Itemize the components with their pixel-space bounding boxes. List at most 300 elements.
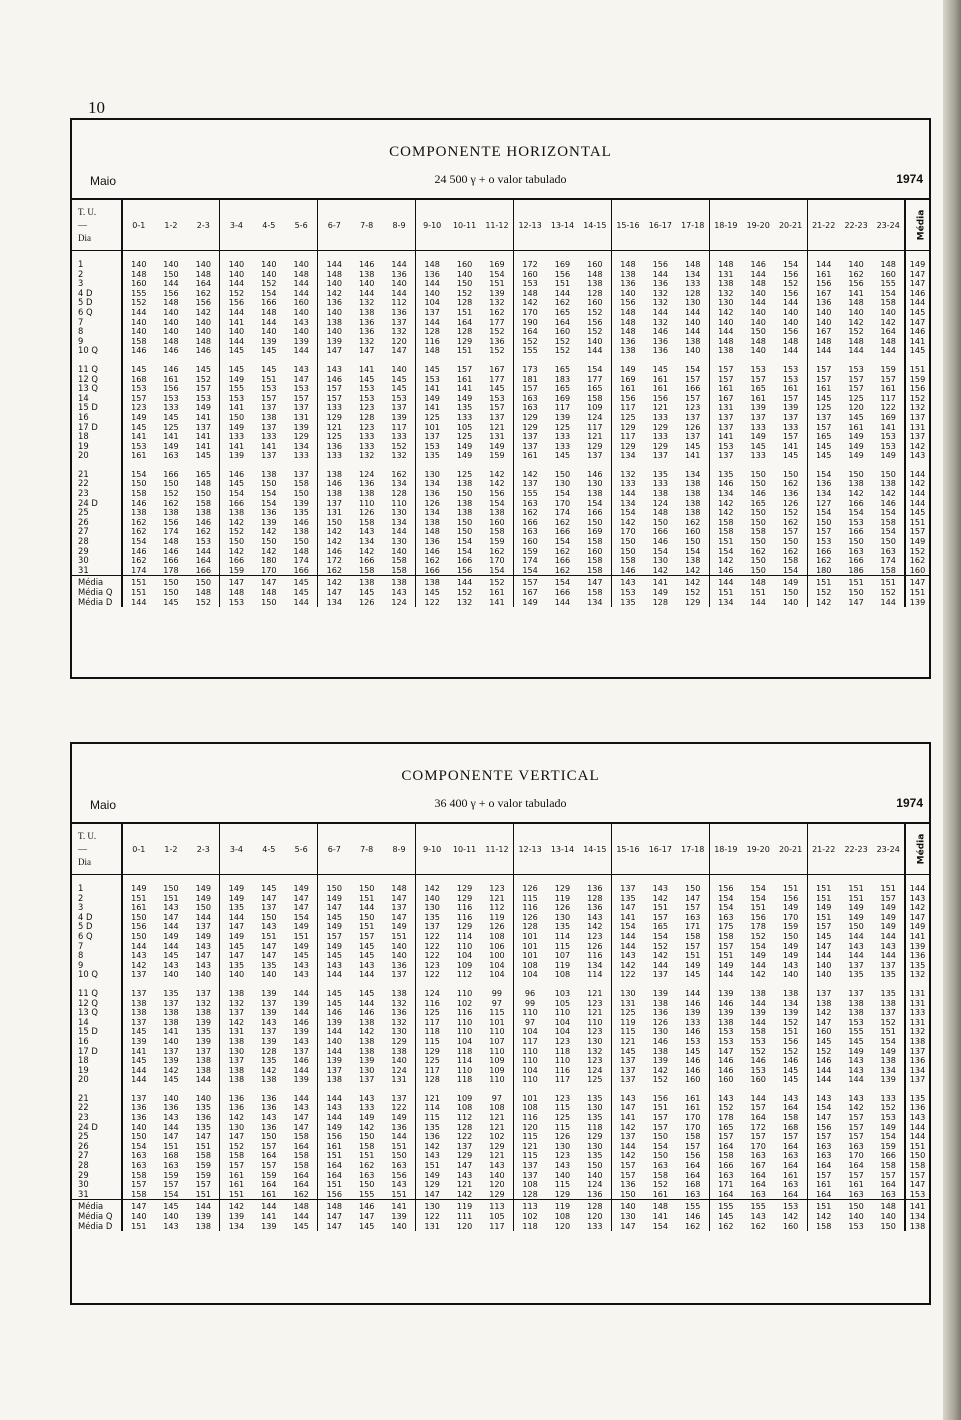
value-cell: 137 (122, 970, 155, 980)
value-cell: 139 (652, 1055, 669, 1066)
value-cell: 145 (652, 363, 669, 374)
value-cell: 166 (220, 556, 253, 566)
overall-mean-cell: 134 (905, 1212, 929, 1222)
value-cell: 148 (293, 268, 309, 279)
value-cell: 138 (163, 1007, 179, 1018)
value-cell: 139 (293, 421, 309, 432)
value-cell: 146 (709, 566, 742, 576)
value-cell: 142 (611, 1151, 644, 1161)
value-cell: 169 (554, 259, 571, 269)
day-label: 20 (78, 450, 89, 461)
daily-mean-cell: 144 (905, 461, 929, 480)
column-header-row (72, 824, 929, 875)
value-cell: 146 (122, 346, 155, 356)
value-cell: 141 (416, 384, 449, 394)
value-cell: 157 (261, 1160, 277, 1171)
value-cell: 140 (391, 278, 407, 289)
daily-mean-cell: 142 (905, 479, 929, 489)
page-number: 10 (88, 98, 105, 117)
value-cell: 165 (195, 468, 212, 479)
value-cell: 164 (750, 1179, 766, 1190)
value-cell: 140 (391, 950, 407, 961)
value-cell: 140 (318, 308, 351, 318)
value-cell: 154 (261, 287, 277, 298)
value-cell: 161 (782, 383, 799, 394)
value-cell: 136 (652, 345, 669, 356)
value-cell: 130 (684, 297, 701, 308)
value-cell: 121 (652, 402, 669, 413)
value-cell: 156 (652, 1092, 669, 1103)
tu-dia-header (72, 200, 122, 251)
value-cell: 161 (652, 373, 669, 384)
value-cell: 135 (848, 969, 864, 980)
value-cell: 139 (195, 1035, 212, 1046)
value-cell: 144 (358, 902, 375, 913)
day-label: 24 D (78, 1121, 98, 1132)
value-cell: 115 (554, 1102, 571, 1113)
value-cell: 150 (163, 883, 179, 893)
daily-mean-cell: 142 (905, 442, 929, 452)
day-label: 21 (78, 1092, 89, 1103)
mean-label: Média D (78, 1220, 113, 1231)
value-cell: 139 (122, 1037, 155, 1047)
value-cell: 135 (195, 1026, 212, 1037)
value-cell: 160 (554, 326, 571, 337)
mean-value-cell: 138 (350, 576, 383, 588)
value-cell: 134 (880, 1064, 896, 1075)
value-cell: 151 (848, 883, 864, 893)
mean-value-cell: 119 (448, 1200, 481, 1212)
table-row (72, 461, 929, 480)
value-cell: 140 (318, 327, 351, 337)
value-cell: 137 (416, 308, 449, 318)
value-cell: 166 (880, 1150, 896, 1161)
value-cell: 161 (848, 1179, 864, 1190)
value-cell: 163 (684, 911, 701, 922)
mean-value-cell: 147 (318, 1212, 351, 1222)
value-cell: 142 (163, 1064, 179, 1075)
value-cell: 170 (489, 555, 505, 566)
value-cell: 118 (456, 1074, 473, 1085)
value-cell: 152 (220, 1142, 253, 1152)
value-cell: 108 (514, 1180, 547, 1190)
value-cell: 112 (456, 1112, 473, 1123)
value-cell: 108 (554, 969, 571, 980)
value-cell: 167 (750, 1160, 766, 1171)
value-cell: 162 (318, 566, 351, 576)
value-cell: 158 (880, 297, 896, 308)
value-cell: 157 (652, 1121, 669, 1132)
hourly-values-table (72, 200, 929, 607)
value-cell: 156 (807, 279, 840, 289)
value-cell: 139 (195, 1016, 212, 1027)
value-cell: 129 (489, 1140, 505, 1151)
mean-value-cell: 141 (652, 1211, 669, 1221)
value-cell: 121 (587, 431, 603, 442)
value-cell: 174 (122, 566, 155, 576)
mean-value-cell: 152 (195, 596, 212, 607)
value-cell: 158 (220, 1151, 253, 1161)
value-cell: 137 (163, 1045, 179, 1056)
hour-column-header: 11-12 (481, 824, 514, 875)
value-cell: 150 (122, 1132, 155, 1142)
value-cell: 144 (293, 1064, 309, 1075)
value-cell: 123 (358, 402, 375, 413)
value-cell: 143 (554, 1160, 571, 1171)
value-cell: 151 (807, 913, 840, 923)
value-cell: 160 (587, 545, 603, 556)
value-cell: 126 (514, 913, 547, 923)
value-cell: 163 (709, 1171, 742, 1181)
value-cell: 146 (652, 326, 669, 337)
value-cell: 144 (848, 930, 864, 941)
value-cell: 133 (611, 479, 644, 489)
value-cell: 145 (391, 383, 407, 394)
value-cell: 143 (261, 1112, 277, 1123)
value-cell: 118 (416, 1027, 449, 1037)
value-cell: 156 (611, 394, 644, 404)
mean-value-cell: 119 (546, 1200, 579, 1212)
value-cell: 129 (554, 883, 571, 893)
value-cell: 123 (587, 997, 603, 1008)
value-cell: 174 (554, 507, 571, 518)
value-cell: 149 (456, 450, 473, 461)
value-cell: 143 (489, 1160, 505, 1171)
value-cell: 136 (391, 268, 407, 279)
value-cell: 130 (416, 903, 449, 913)
value-cell: 170 (782, 911, 799, 922)
mean-value-cell: 118 (514, 1222, 547, 1232)
value-cell: 159 (261, 1169, 277, 1180)
value-cell: 115 (554, 1179, 571, 1190)
value-cell: 144 (611, 932, 644, 942)
daily-mean-cell: 144 (905, 489, 929, 499)
mean-value-cell: 151 (872, 576, 905, 588)
value-cell: 129 (587, 1131, 603, 1142)
value-cell: 107 (554, 950, 571, 961)
value-cell: 137 (220, 1056, 253, 1066)
value-cell: 144 (750, 1092, 766, 1103)
value-cell: 157 (611, 1161, 644, 1171)
mean-value-cell: 108 (554, 1211, 571, 1221)
day-label: 19 (78, 440, 89, 451)
value-cell: 144 (391, 287, 407, 298)
value-cell: 140 (391, 545, 407, 556)
value-cell: 149 (456, 392, 473, 403)
value-cell: 144 (807, 1075, 840, 1085)
daily-mean-cell: 132 (905, 1027, 929, 1037)
value-cell: 156 (587, 316, 603, 327)
daily-mean-cell: 157 (905, 1171, 929, 1181)
mean-value-cell: 148 (261, 587, 277, 597)
value-cell: 152 (782, 1045, 799, 1056)
mean-value-cell: 140 (880, 1211, 896, 1221)
value-cell: 132 (358, 297, 375, 308)
value-cell: 140 (684, 316, 701, 327)
value-cell: 142 (709, 508, 742, 518)
value-cell: 144 (391, 259, 407, 269)
value-cell: 140 (220, 251, 253, 270)
value-cell: 140 (587, 335, 603, 346)
value-cell: 140 (456, 268, 473, 279)
day-label: 18 (78, 1055, 89, 1066)
value-cell: 174 (880, 555, 896, 566)
value-cell: 141 (848, 287, 864, 298)
value-cell: 115 (554, 1121, 571, 1132)
mean-value-cell: 135 (611, 598, 644, 608)
mean-value-cell: 153 (611, 588, 644, 598)
value-cell: 151 (195, 1188, 212, 1199)
value-cell: 157 (750, 373, 766, 384)
value-cell: 136 (391, 1121, 407, 1132)
value-cell: 136 (195, 1112, 212, 1123)
value-cell: 138 (652, 997, 669, 1008)
value-cell: 139 (652, 987, 669, 998)
day-label: 9 (78, 959, 84, 970)
value-cell: 141 (709, 432, 742, 442)
value-cell: 144 (880, 950, 896, 961)
value-cell: 150 (750, 326, 766, 337)
day-label: 16 (78, 1035, 89, 1046)
value-cell: 149 (880, 911, 896, 922)
value-cell: 148 (416, 346, 449, 356)
value-cell: 142 (514, 298, 547, 308)
daily-mean-cell: 147 (905, 318, 929, 328)
value-cell: 140 (293, 326, 309, 337)
value-cell: 160 (122, 279, 155, 289)
value-cell: 152 (587, 306, 603, 317)
value-cell: 160 (880, 268, 896, 279)
value-cell: 153 (848, 1016, 864, 1027)
daily-mean-cell: 136 (905, 951, 929, 961)
value-cell: 145 (489, 383, 505, 394)
value-cell: 139 (261, 987, 277, 998)
value-cell: 146 (293, 516, 309, 527)
hour-column-header: 16-17 (644, 200, 677, 251)
value-cell: 162 (782, 516, 799, 527)
daily-mean-cell: 151 (905, 356, 929, 375)
value-cell: 149 (318, 1123, 351, 1133)
value-cell: 139 (293, 1026, 309, 1037)
value-cell: 144 (416, 318, 449, 328)
value-cell: 163 (848, 545, 864, 556)
value-cell: 130 (358, 1064, 375, 1075)
value-cell: 136 (318, 298, 351, 308)
value-cell: 101 (514, 942, 547, 952)
value-cell: 142 (514, 461, 547, 480)
value-cell: 153 (807, 537, 840, 547)
hour-column-header: 22-23 (840, 200, 873, 251)
value-cell: 117 (416, 1066, 449, 1076)
value-cell: 102 (489, 1131, 505, 1142)
value-cell: 134 (391, 478, 407, 489)
value-cell: 166 (587, 507, 603, 518)
value-cell: 129 (611, 423, 644, 433)
hour-column-header: 17-18 (677, 200, 710, 251)
value-cell: 151 (807, 894, 840, 904)
value-cell: 125 (456, 431, 473, 442)
mean-value-cell: 153 (220, 598, 253, 608)
value-cell: 148 (848, 297, 864, 308)
day-label: 31 (78, 1188, 89, 1199)
value-cell: 157 (807, 375, 840, 385)
value-cell: 129 (652, 421, 669, 432)
value-cell: 104 (456, 950, 473, 961)
value-cell: 162 (195, 526, 212, 537)
value-cell: 145 (848, 411, 864, 422)
value-cell: 151 (709, 951, 742, 961)
value-cell: 146 (195, 516, 212, 527)
value-cell: 138 (358, 488, 375, 499)
value-cell: 164 (782, 1188, 799, 1199)
value-cell: 161 (456, 373, 473, 384)
mean-value-cell: 148 (872, 1200, 905, 1212)
value-cell: 162 (750, 545, 766, 556)
value-cell: 148 (195, 335, 212, 346)
value-cell: 143 (293, 1035, 309, 1046)
value-cell: 126 (514, 875, 547, 894)
mean-value-cell: 158 (587, 587, 603, 597)
value-cell: 104 (489, 959, 505, 970)
value-cell: 156 (456, 564, 473, 575)
day-label: 23 (78, 488, 89, 499)
value-cell: 140 (416, 289, 449, 299)
value-cell: 154 (807, 1103, 840, 1113)
day-label: 4 D (78, 287, 93, 298)
value-cell: 140 (782, 316, 799, 327)
value-cell: 154 (750, 940, 766, 951)
value-cell: 177 (489, 316, 505, 327)
daily-mean-cell: 144 (905, 1132, 929, 1142)
value-cell: 158 (587, 555, 603, 566)
day-label: 25 (78, 507, 89, 518)
value-cell: 149 (880, 450, 896, 461)
value-cell: 121 (489, 1150, 505, 1161)
value-cell: 153 (122, 442, 155, 452)
hour-column-header: 0-1 (122, 824, 155, 875)
value-cell: 157 (848, 1131, 864, 1142)
value-cell: 154 (489, 564, 505, 575)
value-cell: 135 (554, 921, 571, 932)
value-cell: 131 (611, 999, 644, 1009)
mean-value-cell: 162 (750, 1220, 766, 1231)
value-cell: 112 (391, 297, 407, 308)
value-cell: 121 (489, 892, 505, 903)
daily-mean-cell: 131 (905, 1018, 929, 1028)
value-cell: 149 (122, 875, 155, 894)
value-cell: 157 (220, 1161, 253, 1171)
value-cell: 164 (554, 316, 571, 327)
value-cell: 157 (709, 1132, 742, 1142)
daily-mean-cell: 131 (905, 980, 929, 999)
value-cell: 137 (416, 922, 449, 932)
value-cell: 126 (554, 1131, 571, 1142)
value-cell: 144 (261, 316, 277, 327)
value-cell: 148 (709, 337, 742, 347)
value-cell: 135 (261, 959, 277, 970)
value-cell: 156 (782, 892, 799, 903)
value-cell: 125 (416, 1008, 449, 1018)
value-cell: 138 (684, 488, 701, 499)
mean-value-cell: 143 (611, 576, 644, 588)
value-cell: 125 (587, 1074, 603, 1085)
value-cell: 124 (358, 468, 375, 479)
media-label: Média (916, 209, 927, 241)
value-cell: 144 (750, 268, 766, 279)
hourly-values-table (72, 824, 929, 1231)
value-cell: 165 (554, 363, 571, 374)
value-cell: 162 (391, 468, 407, 479)
table-row (72, 970, 929, 980)
value-cell: 149 (880, 1121, 896, 1132)
value-cell: 157 (848, 383, 864, 394)
value-cell: 158 (709, 1151, 742, 1161)
value-cell: 147 (611, 1103, 644, 1113)
value-cell: 167 (709, 394, 742, 404)
value-cell: 134 (358, 536, 375, 547)
value-cell: 150 (652, 516, 669, 527)
value-cell: 138 (391, 987, 407, 998)
mean-value-cell: 151 (122, 576, 155, 588)
mean-value-cell: 129 (684, 596, 701, 607)
value-cell: 159 (489, 450, 505, 461)
value-cell: 157 (514, 384, 547, 394)
value-cell: 135 (416, 451, 449, 461)
value-cell: 138 (358, 1035, 375, 1046)
value-cell: 140 (489, 1169, 505, 1180)
value-cell: 143 (358, 526, 375, 537)
value-cell: 151 (293, 930, 309, 941)
value-cell: 162 (514, 508, 547, 518)
value-cell: 140 (122, 251, 155, 270)
value-cell: 160 (514, 270, 547, 280)
value-cell: 138 (122, 999, 155, 1009)
value-cell: 138 (880, 1055, 896, 1066)
value-cell: 161 (122, 451, 155, 461)
value-cell: 138 (782, 987, 799, 998)
day-label: 12 Q (78, 373, 98, 384)
value-cell: 154 (750, 892, 766, 903)
value-cell: 163 (514, 499, 547, 509)
value-cell: 145 (848, 1035, 864, 1046)
value-cell: 115 (611, 1027, 644, 1037)
value-cell: 166 (163, 468, 179, 479)
value-cell: 128 (684, 287, 701, 298)
value-cell: 136 (587, 883, 603, 893)
value-cell: 149 (807, 903, 840, 913)
value-cell: 150 (880, 536, 896, 547)
value-cell: 147 (391, 345, 407, 356)
value-cell: 135 (880, 987, 896, 998)
value-cell: 138 (163, 1016, 179, 1027)
value-cell: 149 (318, 922, 351, 932)
value-cell: 143 (293, 959, 309, 970)
value-cell: 136 (611, 279, 644, 289)
value-cell: 146 (750, 1055, 766, 1066)
day-label: 17 D (78, 421, 98, 432)
value-cell: 137 (514, 442, 547, 452)
value-cell: 138 (195, 1055, 212, 1066)
value-cell: 140 (750, 316, 766, 327)
value-cell: 163 (782, 1179, 799, 1190)
mean-value-cell: 120 (587, 1211, 603, 1221)
mean-value-cell: 134 (220, 1222, 253, 1232)
value-cell: 142 (220, 1018, 253, 1028)
value-cell: 121 (514, 1142, 547, 1152)
mean-value-cell: 120 (456, 1220, 473, 1231)
day-label: 31 (78, 564, 89, 575)
value-cell: 151 (456, 306, 473, 317)
